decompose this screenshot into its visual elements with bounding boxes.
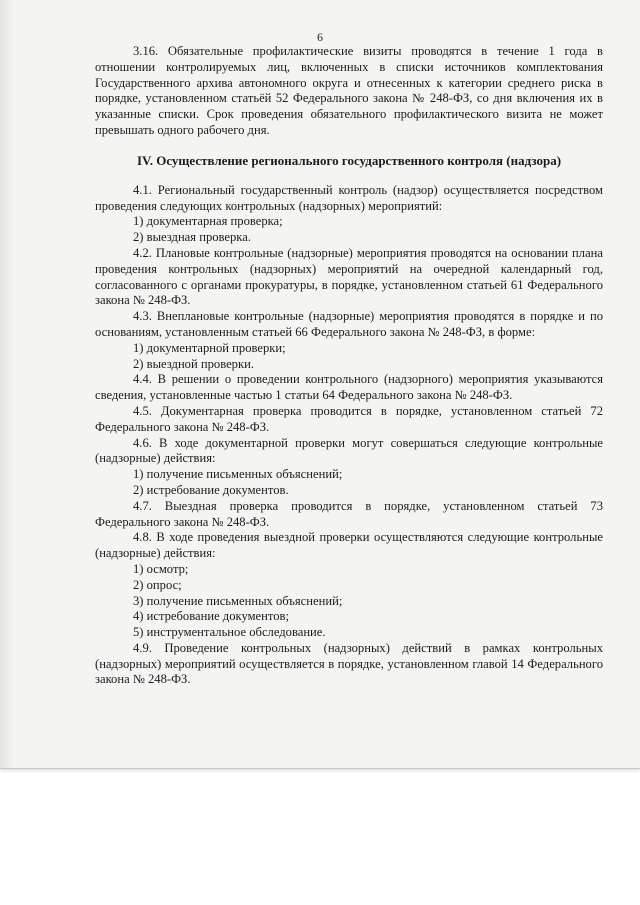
document-body (95, 44, 603, 688)
paragraph-4-1: 4.1. Региональный государственный контроль (надзор) осуществляется посредством проведения следующих контрольных (надзорных) мероприятий: (95, 182, 603, 213)
paragraph-4-5: 4.5. Документарная проверка проводится в порядке, установленном статьей 72 Федерального закона № 248-ФЗ. (95, 403, 603, 434)
section-heading: IV. Осуществление регионального государственного контроля (надзора) (136, 152, 562, 168)
paragraph-4-4: 4.4. В решении о проведении контрольного (надзорного) мероприятия указываются сведения, установленные частью 1 статьи 64 Федерального закона № 248-ФЗ. (95, 372, 603, 403)
paragraph-4-2: 4.2. Плановые контрольные (надзорные) мероприятия проводятся на основании плана проведения контрольных (надзорных) мероприятий на очередной календарный год, согласованного с органами прокуратуры, в порядке, установленном статьей 61 Федерального закона № 248-ФЗ. (95, 245, 603, 308)
list-item: 4) истребование документов; (133, 609, 289, 624)
list-item: 1) осмотр; (133, 561, 189, 576)
paragraph-4-7: 4.7. Выездная проверка проводится в порядке, установленном статьей 73 Федерального закона № 248-ФЗ. (95, 498, 603, 529)
list-item: 2) выездная проверка. (133, 230, 251, 245)
list-item: 3) получение письменных объяснений; (133, 593, 343, 608)
list-item: 2) истребование документов. (133, 482, 289, 497)
paragraph-4-8: 4.8. В ходе проведения выездной проверки осуществляются следующие контрольные (надзорные) действия: (95, 530, 603, 561)
list-item: 2) опрос; (133, 577, 182, 592)
page-number: 6 (317, 30, 323, 44)
paragraph-4-9: 4.9. Проведение контрольных (надзорных) действий в рамках контрольных (надзорных) мероприятий осуществляется в порядке, установленном главой 14 Федерального закона № 248-ФЗ. (95, 640, 603, 687)
list-item: 1) получение письменных объяснений; (133, 467, 343, 482)
paragraph-4-3: 4.3. Внеплановые контрольные (надзорные) мероприятия проводятся в порядке и по основаниям, установленным статьей 66 Федерального закона № 248-ФЗ, в форме: (95, 309, 603, 339)
paragraph-4-6: 4.6. В ходе документарной проверки могут совершаться следующие контрольные (надзорные) действия: (95, 435, 603, 466)
list-item: 1) документарной проверки; (133, 340, 286, 355)
paragraph-3-16: 3.16. Обязательные профилактические визиты проводятся в течение 1 года в отношении контролируемых лиц, включенных в списки источников комплектования Государственного архива автономного округа и отнесенных к категории среднего риска в порядке, установленном статьёй 52 Федерального закона № 248-ФЗ, со дня включения их в указанные списки. Срок проведения обязательного профилактического визита не может превышать одного рабочего дня. (95, 44, 603, 137)
list-item: 5) инструментальное обследование. (133, 625, 326, 640)
list-item: 2) выездной проверки. (133, 356, 254, 371)
list-item: 1) документарная проверка; (133, 214, 283, 229)
